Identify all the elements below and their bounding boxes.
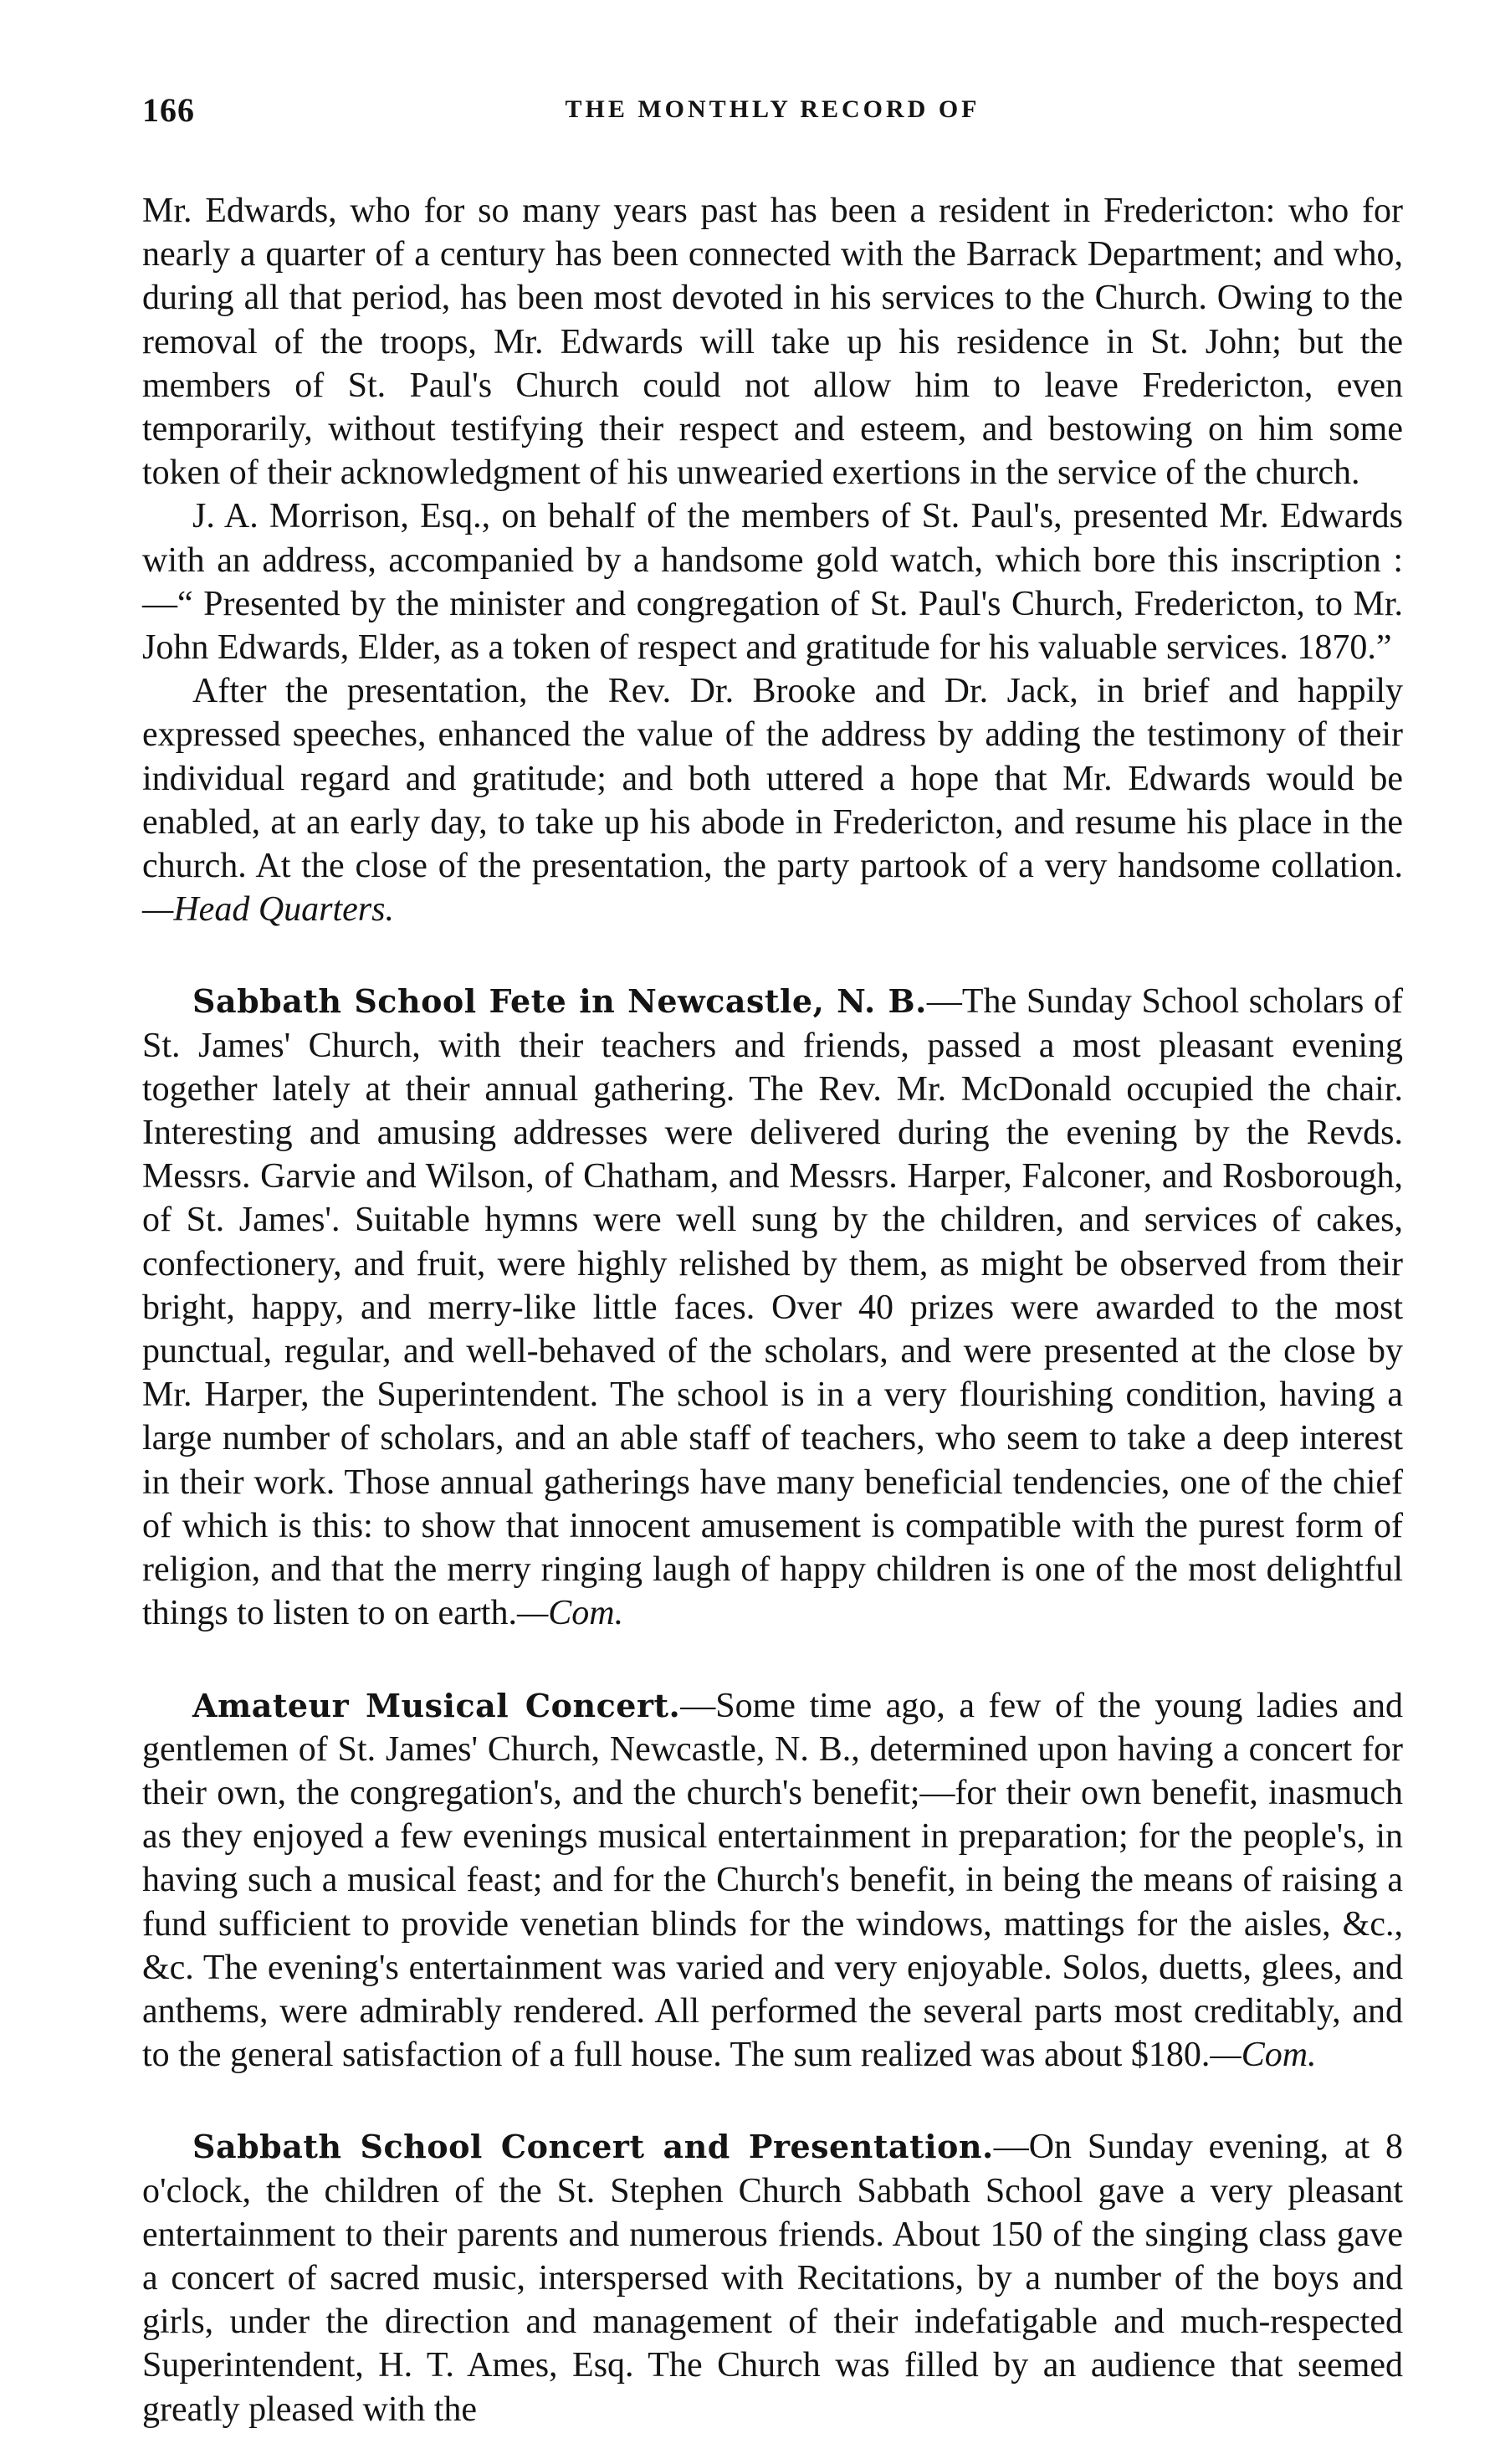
article-signoff: —Com. (516, 1594, 624, 1633)
article-text: —Some time ago, a few of the young ladies and gentlemen of St. James' Church, Newcastle, N. B., determined upon having a concert for their own, the congregation's, and the church's benefit;—for their own benefit, inasmuch as they enjoyed a few evenings musical entertainment in preparation; for the people's, in having such a musical feast; and for the Church's benefit, in being the means of raising a fund sufficient to provide venetian blinds for the windows, mattings for the aisles, &c., &c. The evening's entertainment was varied and very enjoyable. Solos, duetts, glees, and anthems, were admirably rendered. All performed the several parts most creditably, and to the general satisfaction of a full house. The sum realized was about $180. (142, 1686, 1403, 2075)
article-text: —The Sunday School scholars of St. James' Church, with their teachers and friends, passed a most pleasant evening together lately at their annual gathering. The Rev. Mr. McDonald occupied the chair. Interesting and amusing addresses were delivered during the evening by the Revds. Messrs. Garvie and Wilson, of Chatham, and Messrs. Harper, Falconer, and Rosborough, of St. James'. Suitable hymns were well sung by the children, and services of cakes, confectionery, and fruit, were highly relished by them, as might be observed from their bright, happy, and merry-like little faces. Over 40 prizes were awarded to the most punctual, regular, and well-behaved of the scholars, and were presented at the close by Mr. Harper, the Superintendent. The school is in a very flourishing condition, having a large number of scholars, and an able staff of teachers, who seem to take a deep interest in their work. Those annual gatherings have many beneficial tendencies, one of the chief of which is this: to show that innocent amusement is compatible with the purest form of religion, and that the merry ringing laugh of happy children is one of the most delightful things to listen to on earth. (142, 982, 1403, 1633)
article-newcastle-fete (142, 980, 1403, 1635)
page-body (142, 189, 1403, 2431)
page-number: 166 (142, 91, 195, 129)
article-text: —On Sunday evening, at 8 o'clock, the children of the St. Stephen Church Sabbath School gave a very pleasant entertainment to their parents and numerous friends. About 150 of the singing class gave a concert of sacred music, interspersed with Recitations, by a number of the boys and girls, under the direction and management of their indefatigable and much-respected Superintendent, H. T. Ames, Esq. The Church was filled by an audience that seemed greatly pleased with the (142, 2128, 1403, 2429)
article-amateur-concert (142, 1684, 1403, 2077)
intro-paragraph-1: Mr. Edwards, who for so many years past has been a resident in Fredericton: who for nearly a quarter of a century has been connected with the Barrack Department; and who, during all that period, has been most devoted in his services to the Church. Owing to the removal of the troops, Mr. Edwards will take up his residence in St. John; but the members of St. Paul's Church could not allow him to leave Fredericton, even temporarily, without testifying their respect and esteem, and bestowing on him some token of their acknowledgment of his unwearied exertions in the service of the church. (142, 192, 1403, 493)
article-heading: Amateur Musical Concert. (192, 1686, 681, 1724)
article-heading: Sabbath School Fete in Newcastle, N. B. (192, 982, 927, 1021)
intro-paragraph-3 (142, 669, 1403, 931)
article-st-stephen-concert (142, 2125, 1403, 2431)
intro-paragraph-2: J. A. Morrison, Esq., on behalf of the members of St. Paul's, presented Mr. Edwards with an address, accompanied by a handsome gold watch, which bore this inscription :—“ Presented by the minister and congregation of St. Paul's Church, Fredericton, to Mr. John Edwards, Elder, as a token of respect and gratitude for his valuable services. 1870.” (142, 497, 1403, 668)
article-signoff: —Com. (1210, 2036, 1317, 2075)
journal-title: THE MONTHLY RECORD OF (565, 95, 980, 123)
article-heading: Sabbath School Concert and Presentation. (192, 2128, 994, 2166)
intro-signoff: —Head Quarters. (142, 890, 394, 930)
running-head (142, 90, 1403, 137)
intro-paragraph-3-text: After the presentation, the Rev. Dr. Brooke and Dr. Jack, in brief and happily expressed speeches, enhanced the value of the address by adding the testimony of their individual regard and gratitude; and both uttered a hope that Mr. Edwards would be enabled, at an early day, to take up his abode in Fredericton, and resume his place in the church. At the close of the presentation, the party partook of a very handsome collation. (142, 672, 1403, 886)
